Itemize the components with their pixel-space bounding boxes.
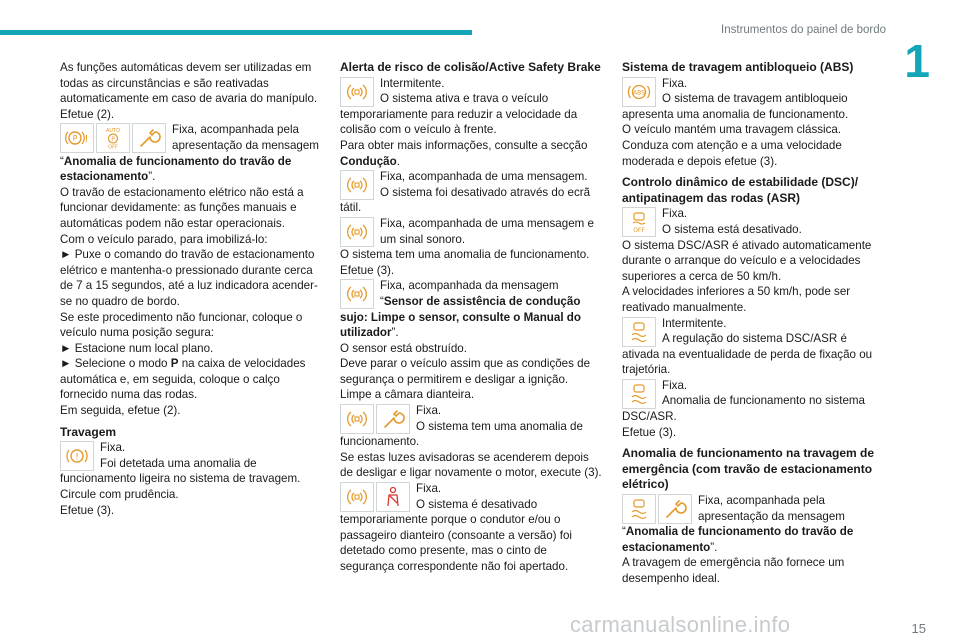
chapter-number: 1	[904, 35, 930, 87]
heading-dsc: Controlo dinâmico de estabilidade (DSC)/ antipatinagem das rodas (ASR)	[622, 175, 859, 205]
svg-text:OFF: OFF	[633, 227, 645, 234]
paragraph: A velocidades inferiores a 50 km/h, pode ser reativado manualmente.	[622, 285, 851, 314]
dsc-icon	[622, 379, 656, 409]
parking-brake-warning-icon	[60, 123, 94, 153]
paragraph: Efetue (3).	[622, 425, 677, 439]
column-left	[60, 60, 322, 518]
seatbelt-icon	[376, 482, 410, 512]
warning-block-abs: ABS Fixa. O sistema de travagem antibloqueio apresenta uma anomalia de funcionamento.	[622, 76, 849, 121]
paragraph: Em seguida, efetue (2).	[60, 404, 181, 418]
paragraph: Circule com prudência.	[60, 488, 179, 502]
paragraph: Limpe a câmara dianteira.	[340, 388, 475, 402]
paragraph: ► Selecione o modo P na caixa de velocidades automática e, em seguida, coloque o calço fornecido numa das rodas.	[60, 357, 306, 402]
svg-text:!: !	[75, 452, 79, 463]
heading-abs: Sistema de travagem antibloqueio (ABS)	[622, 60, 854, 74]
auto-park-off-icon	[96, 123, 130, 153]
paragraph: O sensor está obstruído.	[340, 341, 467, 355]
paragraph: Efetue (3).	[60, 503, 115, 517]
warning-block-dsc-off: OFF Fixa. O sistema está desativado.	[622, 206, 884, 237]
paragraph: O sistema DSC/ASR é ativado automaticamente durante o arranque do veículo e a velocidades superiores a cerca de 50 km/h.	[622, 238, 872, 283]
warning-block-braking: ! Fixa. Foi detetada uma anomalia de funcionamento ligeira no sistema de travagem.	[60, 441, 301, 486]
column-middle	[340, 60, 602, 575]
paragraph: Deve parar o veículo assim que as condições de segurança o permitirem e desligar a ignição.	[340, 357, 591, 386]
collision-alert-icon	[340, 279, 374, 309]
warning-block-collision-disabled: Fixa, acompanhada de uma mensagem. O sistema foi desativado através do ecrã tátil.	[340, 170, 591, 215]
warning-block-emergency-brake: Fixa, acompanhada pela apresentação da mensagem “Anomalia de funcionamento do travão de estacionamento”.	[622, 494, 854, 554]
paragraph: Efetue (3).	[340, 263, 395, 277]
warning-block-system-fault: Fixa. O sistema tem uma anomalia de funcionamento.	[340, 404, 583, 449]
abs-icon	[622, 77, 656, 107]
paragraph: O veículo mantém uma travagem clássica.	[622, 123, 842, 137]
collision-alert-icon	[340, 217, 374, 247]
dsc-off-icon	[622, 207, 656, 237]
warning-block-dsc-fault: Fixa. Anomalia de funcionamento no sistema DSC/ASR.	[622, 378, 866, 424]
paragraph: O sistema tem uma anomalia de funcionamento.	[340, 248, 590, 262]
svg-text:AUTO: AUTO	[105, 128, 121, 135]
collision-alert-icon	[340, 482, 374, 512]
heading-travagem: Travagem	[60, 424, 117, 439]
warning-block-sensor-dirty: Fixa, acompanhada da mensagem “Sensor de assistência de condução sujo: Limpe o sensor, consulte o Manual do utilizador”.	[340, 279, 581, 340]
paragraph: As funções automáticas devem ser utilizadas em todas as circunstâncias e são reativadas automaticamente em caso de avaria do manípulo. Efetue (2).	[60, 61, 318, 121]
collision-alert-icon	[340, 77, 374, 107]
svg-text:P: P	[72, 134, 78, 144]
paragraph: Se estas luzes avisadoras se acenderem depois de desligar e ligar novamente o motor, execute (3).	[340, 450, 602, 480]
heading-collision-alert: Alerta de risco de colisão/Active Safety Brake	[340, 60, 601, 74]
page-number: 15	[911, 621, 926, 636]
paragraph: ► Puxe o comando do travão de estacionamento elétrico e mantenha-o pressionado durante cerca de 7 a 15 segundos, até a luz indicadora acender-se no quadro de bordo.	[60, 248, 318, 308]
paragraph: A travagem de emergência não fornece um desempenho ideal.	[622, 556, 845, 585]
heading-emergency-braking: Anomalia de funcionamento na travagem de emergência (com travão de estacionamento elétrico)	[622, 446, 875, 492]
warning-block-seatbelt: Fixa. O sistema é desativado temporariamente porque o condutor e/ou o passageiro dianteiro (consoante a versão) foi detetado como presente, mas o cinto de segurança correspondente não foi apertado.	[340, 482, 573, 573]
dsc-icon	[622, 317, 656, 347]
section-title: Instrumentos do painel de bordo	[721, 24, 886, 36]
svg-text:!: !	[84, 134, 89, 146]
svg-text:P: P	[111, 136, 115, 144]
svg-text:ABS: ABS	[633, 89, 645, 97]
header-accent-bar	[0, 30, 472, 35]
warning-block-parking-brake: P ! AUTO P OFF Fixa, acompanhada pela apresentação da mensagem “Anomalia de funcionamento do travão de estacionamento”.	[60, 123, 319, 184]
wrench-icon	[658, 494, 692, 524]
warning-block-collision-fault: Fixa, acompanhada de uma mensagem e um sinal sonoro.	[340, 216, 602, 247]
paragraph: Para obter mais informações, consulte a secção Condução.	[340, 138, 588, 168]
warning-block-dsc-flashing: Intermitente. A regulação do sistema DSC/ASR é ativada na eventualidade de perda de fixação ou trajetória.	[622, 316, 873, 377]
collision-alert-icon	[340, 404, 374, 434]
wrench-icon	[132, 123, 166, 153]
wrench-icon	[376, 404, 410, 434]
column-right	[622, 60, 884, 587]
icon-group	[60, 441, 96, 471]
collision-alert-icon	[340, 170, 374, 200]
paragraph: Conduza com atenção e a uma velocidade moderada e depois efetue (3).	[622, 138, 842, 168]
paragraph: Com o veículo parado, para imobilizá-lo:	[60, 232, 268, 246]
paragraph: Se este procedimento não funcionar, coloque o veículo numa posição segura:	[60, 310, 303, 340]
paragraph: ► Estacione num local plano.	[60, 341, 214, 355]
paragraph: O travão de estacionamento elétrico não está a funcionar devidamente: as funções manuais e automáticas podem não estar operacionais.	[60, 185, 304, 230]
svg-text:OFF: OFF	[108, 144, 118, 150]
warning-block-collision-flashing: Intermitente. O sistema ativa e trava o veículo temporariamente para reduzir a velocidade da colisão com o veículo à frente.	[340, 76, 578, 137]
icon-group	[60, 123, 168, 153]
brake-warning-icon	[60, 441, 94, 471]
dsc-icon	[622, 494, 656, 524]
watermark: carmanualsonline.info	[570, 612, 791, 637]
